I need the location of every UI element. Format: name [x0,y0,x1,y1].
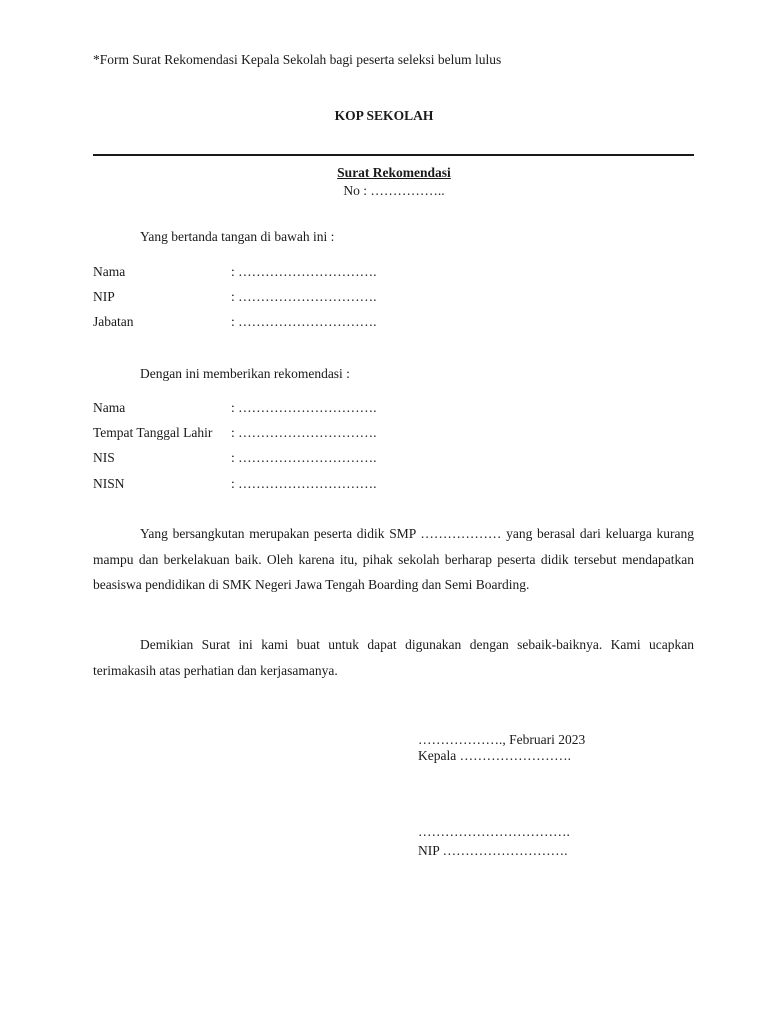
letter-number: No : …………….. [343,183,445,198]
student-nisn-value: : …………………………. [231,476,377,491]
place-date: ………………., Februari 2023 [418,732,586,747]
student-name-value: : …………………………. [231,400,377,415]
student-birth-value: : …………………………. [231,425,377,440]
signer-position-value: : …………………………. [231,314,377,329]
school-letterhead-placeholder: KOP SEKOLAH [334,108,434,123]
form-note: *Form Surat Rekomendasi Kepala Sekolah bagi peserta seleksi belum lulus [93,52,502,67]
signer-nip-value: : …………………………. [231,289,377,304]
signer-name-label: Nama [93,264,126,279]
signer-name-value: : …………………………. [231,264,377,279]
student-birth-label: Tempat Tanggal Lahir [93,425,213,440]
student-name-label: Nama [93,400,126,415]
closing-paragraph: Demikian Surat ini kami buat untuk dapat digunakan dengan sebaik-baiknya. Kami ucapkan terimakasih atas perhatian dan kerjasamanya. [93,637,694,678]
student-nisn-label: NISN [93,476,125,491]
letter-title: Surat Rekomendasi [337,165,451,180]
recommend-intro: Dengan ini memberikan rekomendasi : [140,366,350,381]
signer-nip-label: NIP [93,289,115,304]
signer-nip-line: NIP ………………………. [418,843,568,858]
signer-name-line: ……………………………. [418,824,570,839]
recommendation-paragraph: Yang bersangkutan merupakan peserta didik SMP ……………… yang berasal dari keluarga kurang mampu dan berkelakuan baik. Oleh karena itu, pihak sekolah berharap peserta didik tersebut mendapatkan beasiswa pendidikan di SMK Negeri Jawa Tengah Boarding dan Semi Boarding. [93,526,694,592]
student-nis-value: : …………………………. [231,450,377,465]
student-nis-label: NIS [93,450,115,465]
letterhead-divider [93,154,694,156]
signer-role: Kepala ……………………. [418,748,571,763]
signer-intro: Yang bertanda tangan di bawah ini : [140,229,335,244]
signer-position-label: Jabatan [93,314,134,329]
